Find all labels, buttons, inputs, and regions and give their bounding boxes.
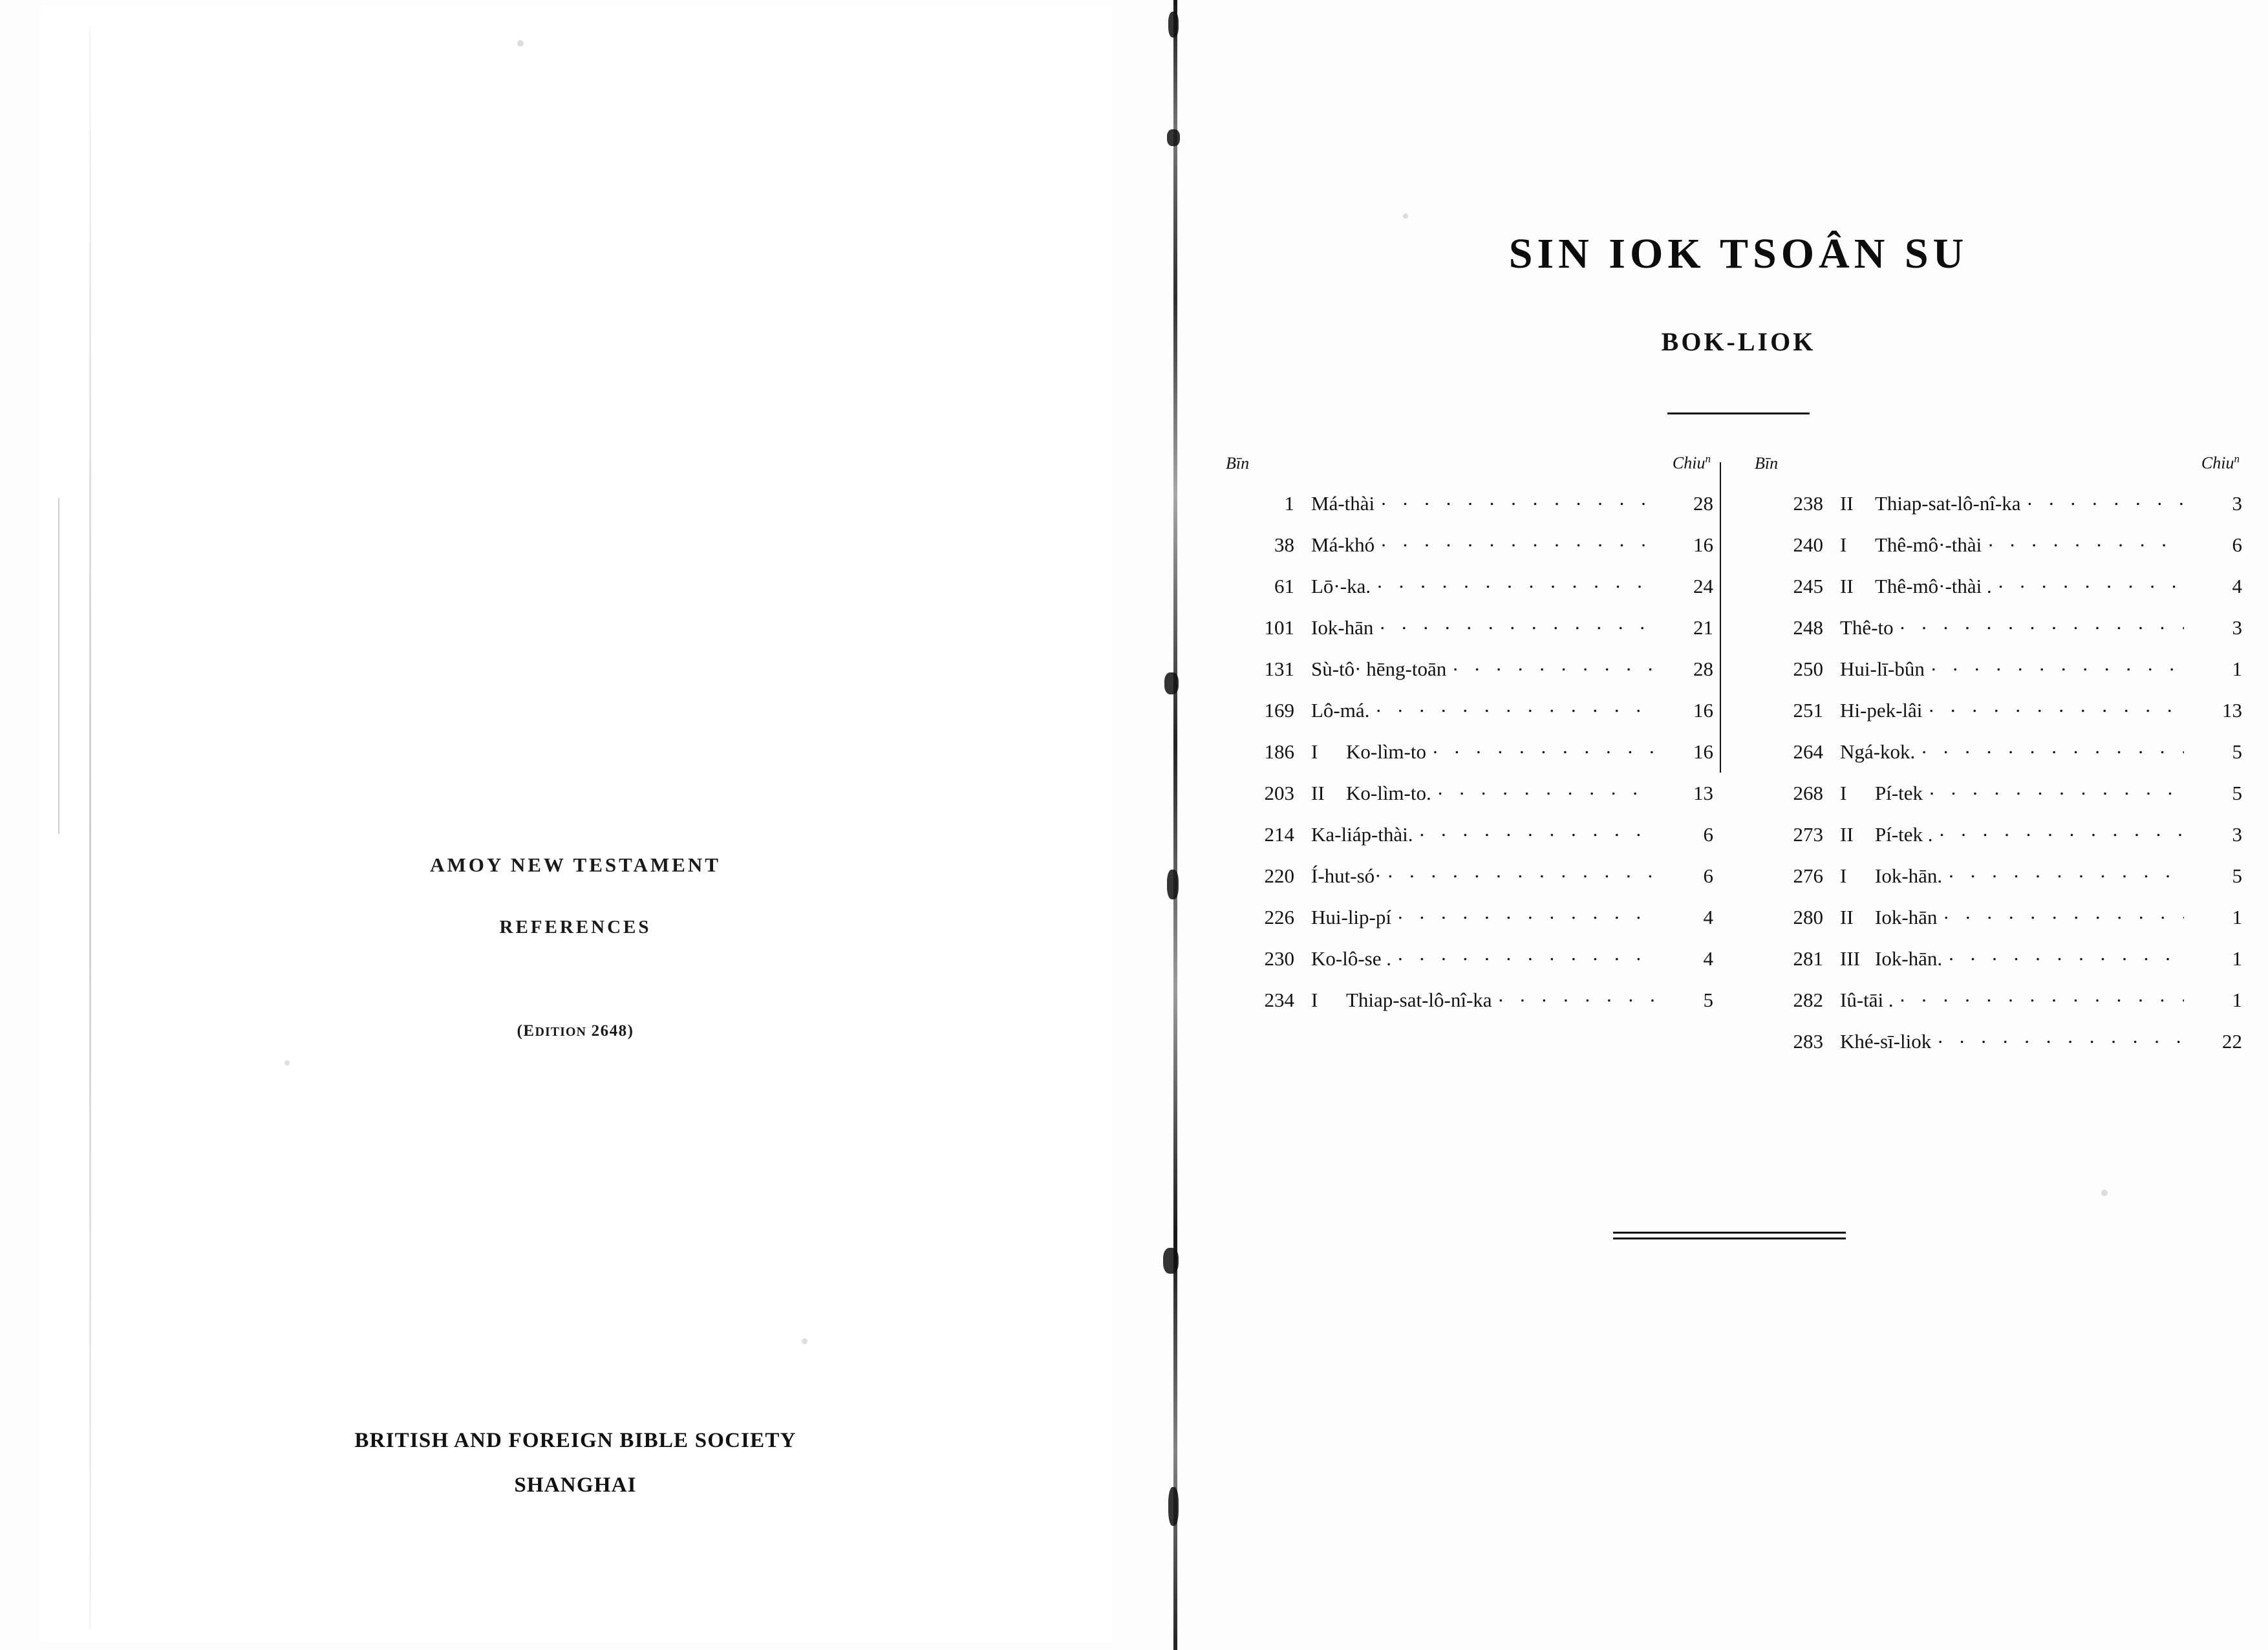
spine-mark bbox=[1167, 129, 1180, 146]
row-book-name bbox=[1840, 1031, 1938, 1051]
contents-row[interactable] bbox=[1222, 987, 1713, 1028]
row-book-name bbox=[1311, 659, 1453, 679]
contents-column-right bbox=[1726, 453, 2242, 1069]
right-page bbox=[1209, 0, 2268, 1650]
scan-speck bbox=[284, 1060, 290, 1066]
amoy-new-testament-label: AMOY NEW TESTAMENT bbox=[430, 853, 721, 876]
row-book-name bbox=[1840, 535, 1988, 555]
row-page-number: 280 bbox=[1793, 905, 1823, 928]
row-leader-dots bbox=[1438, 780, 1655, 800]
left-page-title-block bbox=[39, 853, 1112, 1040]
edition-number: 2648) bbox=[586, 1022, 634, 1040]
row-leader-dots bbox=[1900, 614, 2184, 634]
row-book-name bbox=[1311, 907, 1398, 927]
row-book-prefix: II bbox=[1311, 781, 1325, 804]
row-leader-dots bbox=[1387, 862, 1655, 883]
row-chapter-count: 16 bbox=[1693, 740, 1713, 763]
row-book-name bbox=[1840, 866, 1949, 886]
row-book-name bbox=[1840, 824, 1940, 844]
row-book-title: Hui-lip-pí bbox=[1311, 905, 1391, 928]
row-page-number: 131 bbox=[1264, 657, 1294, 680]
edition-smallcaps: DITION bbox=[535, 1025, 586, 1039]
spine-shadow bbox=[1173, 0, 1177, 1650]
row-chapter-count: 22 bbox=[2222, 1029, 2242, 1053]
row-leader-dots bbox=[1499, 987, 1655, 1007]
scan-speck bbox=[517, 40, 524, 47]
row-page-number: 283 bbox=[1793, 1029, 1823, 1053]
row-leader-dots bbox=[1929, 697, 2184, 717]
row-book-name bbox=[1311, 783, 1438, 803]
row-book-title: Ka-liáp-thài. bbox=[1311, 822, 1413, 846]
book-gutter bbox=[1122, 0, 1206, 1650]
row-book-title: Thiap-sat-lô-nî-ka bbox=[1875, 491, 2021, 515]
contents-row[interactable] bbox=[1751, 780, 2242, 821]
row-book-title: Iok-hān bbox=[1311, 616, 1374, 639]
row-book-title: Hi-pek-lâi bbox=[1840, 698, 1923, 722]
row-book-prefix: III bbox=[1840, 947, 1860, 970]
row-page-number: 220 bbox=[1264, 864, 1294, 887]
row-book-prefix: II bbox=[1840, 822, 1854, 846]
row-leader-dots bbox=[1949, 945, 2184, 965]
spine-mark bbox=[1168, 1487, 1179, 1526]
row-book-name bbox=[1840, 907, 1943, 927]
row-chapter-count: 24 bbox=[1693, 574, 1713, 597]
row-chapter-count: 3 bbox=[2232, 822, 2242, 846]
row-chapter-count: 4 bbox=[1703, 905, 1713, 928]
row-leader-dots bbox=[1376, 697, 1655, 717]
row-book-prefix: II bbox=[1840, 905, 1854, 928]
row-leader-dots bbox=[1949, 862, 2184, 883]
contents-row[interactable] bbox=[1751, 614, 2242, 656]
row-page-number: 250 bbox=[1793, 657, 1823, 680]
spine-mark bbox=[1163, 1248, 1179, 1274]
row-book-name bbox=[1840, 742, 1921, 762]
row-book-name bbox=[1840, 948, 1949, 969]
publisher-name: BRITISH AND FOREIGN BIBLE SOCIETY bbox=[354, 1429, 797, 1452]
row-leader-dots bbox=[1940, 821, 2184, 841]
contents-row[interactable] bbox=[1222, 614, 1713, 656]
contents-row[interactable] bbox=[1751, 531, 2242, 573]
row-book-title: Hui-lī-bûn bbox=[1840, 657, 1925, 680]
row-book-title: Thê-to bbox=[1840, 616, 1894, 639]
contents-row[interactable] bbox=[1751, 821, 2242, 862]
row-book-name bbox=[1311, 742, 1433, 762]
row-page-number: 230 bbox=[1264, 947, 1294, 970]
column-header-left bbox=[1222, 453, 1713, 473]
row-page-number: 203 bbox=[1264, 781, 1294, 804]
contents-row[interactable] bbox=[1222, 738, 1713, 780]
header-page-label: Bīn bbox=[1755, 453, 1779, 473]
row-chapter-count: 6 bbox=[1703, 864, 1713, 887]
row-leader-dots bbox=[1381, 531, 1655, 552]
row-chapter-count: 5 bbox=[2232, 781, 2242, 804]
header-chapters-label: Chiu$^n$ bbox=[1672, 453, 1711, 473]
footer-rule bbox=[1613, 1232, 1846, 1238]
row-leader-dots bbox=[1900, 987, 2184, 1007]
edition-prefix: (E bbox=[517, 1022, 535, 1040]
publisher-imprint bbox=[39, 1429, 1112, 1497]
row-book-prefix: I bbox=[1840, 864, 1847, 887]
row-chapter-count: 13 bbox=[1693, 781, 1713, 804]
row-chapter-count: 21 bbox=[1693, 616, 1713, 639]
contents-row[interactable] bbox=[1751, 904, 2242, 945]
row-leader-dots bbox=[1998, 573, 2184, 593]
row-book-title: Lō·-ka. bbox=[1311, 574, 1371, 597]
page-edge-mark bbox=[58, 498, 59, 834]
row-chapter-count: 3 bbox=[2232, 491, 2242, 515]
row-page-number: 226 bbox=[1264, 905, 1294, 928]
row-leader-dots bbox=[1453, 656, 1655, 676]
row-book-name bbox=[1840, 617, 1900, 638]
row-book-title: Í-hut-só· bbox=[1311, 864, 1382, 887]
row-book-prefix: I bbox=[1311, 740, 1318, 763]
row-page-number: 276 bbox=[1793, 864, 1823, 887]
row-page-number: 264 bbox=[1793, 740, 1823, 763]
row-page-number: 273 bbox=[1793, 822, 1823, 846]
row-chapter-count: 1 bbox=[2232, 905, 2242, 928]
row-book-prefix: I bbox=[1840, 533, 1847, 556]
row-book-name bbox=[1311, 617, 1380, 638]
row-leader-dots bbox=[1420, 821, 1655, 841]
row-chapter-count: 5 bbox=[2232, 740, 2242, 763]
row-book-name bbox=[1840, 659, 1931, 679]
contents-row[interactable] bbox=[1222, 821, 1713, 862]
header-chapters-label: Chiu$^n$ bbox=[2201, 453, 2240, 473]
row-book-prefix: I bbox=[1311, 988, 1318, 1011]
row-book-title: Thê-mô·-thài . bbox=[1875, 574, 1992, 597]
row-book-name bbox=[1840, 700, 1929, 720]
spine-mark bbox=[1164, 672, 1179, 694]
row-page-number: 214 bbox=[1264, 822, 1294, 846]
title-rule bbox=[1667, 412, 1810, 414]
row-book-title: Má-khó bbox=[1311, 533, 1375, 556]
references-label: REFERENCES bbox=[499, 917, 652, 938]
contents-row[interactable] bbox=[1222, 490, 1713, 531]
contents-row[interactable] bbox=[1222, 862, 1713, 904]
publisher-city: SHANGHAI bbox=[514, 1473, 637, 1497]
row-book-prefix: I bbox=[1840, 781, 1847, 804]
row-page-number: 169 bbox=[1264, 698, 1294, 722]
row-chapter-count: 16 bbox=[1693, 533, 1713, 556]
row-book-title: Thê-mô·-thài bbox=[1875, 533, 1982, 556]
row-chapter-count: 4 bbox=[2232, 574, 2242, 597]
row-page-number: 1 bbox=[1284, 491, 1294, 515]
contents-row[interactable] bbox=[1222, 531, 1713, 573]
spine-mark bbox=[1167, 870, 1179, 899]
contents-row[interactable] bbox=[1222, 573, 1713, 614]
row-chapter-count: 5 bbox=[2232, 864, 2242, 887]
column-header-right bbox=[1751, 453, 2242, 473]
row-book-title: Lô-má. bbox=[1311, 698, 1370, 722]
edition-label bbox=[39, 1022, 1112, 1040]
row-book-name bbox=[1840, 576, 1998, 596]
contents-row[interactable] bbox=[1222, 904, 1713, 945]
row-chapter-count: 28 bbox=[1693, 657, 1713, 680]
row-book-title: Iok-hān. bbox=[1875, 864, 1943, 887]
row-page-number: 238 bbox=[1793, 491, 1823, 515]
spine-mark bbox=[1168, 12, 1179, 38]
row-page-number: 61 bbox=[1274, 574, 1294, 597]
row-leader-dots bbox=[1938, 1028, 2184, 1048]
left-page bbox=[39, 6, 1112, 1642]
row-page-number: 268 bbox=[1793, 781, 1823, 804]
contents-rows-right bbox=[1751, 490, 2242, 1069]
row-leader-dots bbox=[1380, 614, 1655, 634]
row-chapter-count: 28 bbox=[1693, 491, 1713, 515]
row-book-title: Sù-tô· hēng-toān bbox=[1311, 657, 1447, 680]
contents-row[interactable] bbox=[1751, 1028, 2242, 1069]
row-book-name bbox=[1311, 948, 1398, 969]
page-title: SIN IOK TSOÂN SU bbox=[1508, 230, 1969, 277]
row-chapter-count: 6 bbox=[1703, 822, 1713, 846]
row-page-number: 282 bbox=[1793, 988, 1823, 1011]
row-leader-dots bbox=[1921, 738, 2184, 758]
row-book-name bbox=[1311, 493, 1381, 513]
contents-row[interactable] bbox=[1751, 490, 2242, 531]
row-book-title: Iû-tāi . bbox=[1840, 988, 1894, 1011]
row-book-title: Ko-lô-se . bbox=[1311, 947, 1391, 970]
row-chapter-count: 3 bbox=[2232, 616, 2242, 639]
contents-row[interactable] bbox=[1222, 945, 1713, 987]
row-book-name bbox=[1311, 824, 1420, 844]
row-chapter-count: 6 bbox=[2232, 533, 2242, 556]
row-book-title: Khé-sī-liok bbox=[1840, 1029, 1932, 1053]
row-leader-dots bbox=[1929, 780, 2184, 800]
row-page-number: 251 bbox=[1793, 698, 1823, 722]
row-book-title: Pí-tek bbox=[1875, 781, 1923, 804]
page-subtitle: BOK-LIOK bbox=[1661, 327, 1816, 356]
contents-row[interactable] bbox=[1751, 697, 2242, 738]
row-leader-dots bbox=[1931, 656, 2184, 676]
contents-row[interactable] bbox=[1222, 656, 1713, 697]
row-chapter-count: 16 bbox=[1693, 698, 1713, 722]
contents-row[interactable] bbox=[1751, 987, 2242, 1028]
header-page-label: Bīn bbox=[1226, 453, 1250, 473]
row-book-title: Pí-tek . bbox=[1875, 822, 1933, 846]
row-book-name bbox=[1311, 700, 1376, 720]
row-leader-dots bbox=[1381, 490, 1655, 510]
row-page-number: 248 bbox=[1793, 616, 1823, 639]
row-book-title: Iok-hān bbox=[1875, 905, 1938, 928]
contents-rows-left bbox=[1222, 490, 1713, 1028]
row-book-title: Ngá-kok. bbox=[1840, 740, 1916, 763]
contents-row[interactable] bbox=[1222, 780, 1713, 821]
row-leader-dots bbox=[1943, 904, 2184, 924]
row-book-title: Má-thài bbox=[1311, 491, 1375, 515]
row-chapter-count: 4 bbox=[1703, 947, 1713, 970]
row-page-number: 245 bbox=[1793, 574, 1823, 597]
contents-row[interactable] bbox=[1751, 738, 2242, 780]
row-page-number: 281 bbox=[1793, 947, 1823, 970]
row-book-title: Ko-lìm-to. bbox=[1346, 781, 1431, 804]
row-book-title: Ko-lìm-to bbox=[1346, 740, 1426, 763]
row-leader-dots bbox=[1377, 573, 1655, 593]
row-chapter-count: 13 bbox=[2222, 698, 2242, 722]
scan-speck bbox=[1403, 213, 1408, 219]
row-book-title: Iok-hān. bbox=[1875, 947, 1943, 970]
row-book-name bbox=[1311, 535, 1381, 555]
contents-table bbox=[1222, 453, 2256, 1069]
row-book-name bbox=[1840, 990, 1900, 1010]
row-leader-dots bbox=[1988, 531, 2184, 552]
row-book-name bbox=[1840, 783, 1929, 803]
row-page-number: 186 bbox=[1264, 740, 1294, 763]
row-chapter-count: 1 bbox=[2232, 657, 2242, 680]
row-leader-dots bbox=[1433, 738, 1655, 758]
row-leader-dots bbox=[1398, 945, 1655, 965]
contents-row[interactable] bbox=[1751, 862, 2242, 904]
row-leader-dots bbox=[1398, 904, 1655, 924]
row-page-number: 38 bbox=[1274, 533, 1294, 556]
row-page-number: 101 bbox=[1264, 616, 1294, 639]
contents-row[interactable] bbox=[1222, 697, 1713, 738]
scan-speck bbox=[2101, 1190, 2108, 1196]
row-chapter-count: 1 bbox=[2232, 988, 2242, 1011]
row-page-number: 234 bbox=[1264, 988, 1294, 1011]
row-chapter-count: 1 bbox=[2232, 947, 2242, 970]
row-book-name bbox=[1311, 990, 1499, 1010]
contents-row[interactable] bbox=[1751, 656, 2242, 697]
row-page-number: 240 bbox=[1793, 533, 1823, 556]
row-book-name bbox=[1311, 866, 1387, 886]
row-book-prefix: II bbox=[1840, 491, 1854, 515]
contents-column-left bbox=[1222, 453, 1726, 1069]
row-book-title: Thiap-sat-lô-nî-ka bbox=[1346, 988, 1492, 1011]
page-edge-shadow bbox=[89, 26, 91, 1629]
row-book-prefix: II bbox=[1840, 574, 1854, 597]
row-chapter-count: 5 bbox=[1703, 988, 1713, 1011]
scan-speck bbox=[802, 1338, 808, 1344]
row-book-name bbox=[1311, 576, 1377, 596]
row-book-name bbox=[1840, 493, 2027, 513]
row-leader-dots bbox=[2027, 490, 2184, 510]
contents-row[interactable] bbox=[1751, 945, 2242, 987]
contents-row[interactable] bbox=[1751, 573, 2242, 614]
